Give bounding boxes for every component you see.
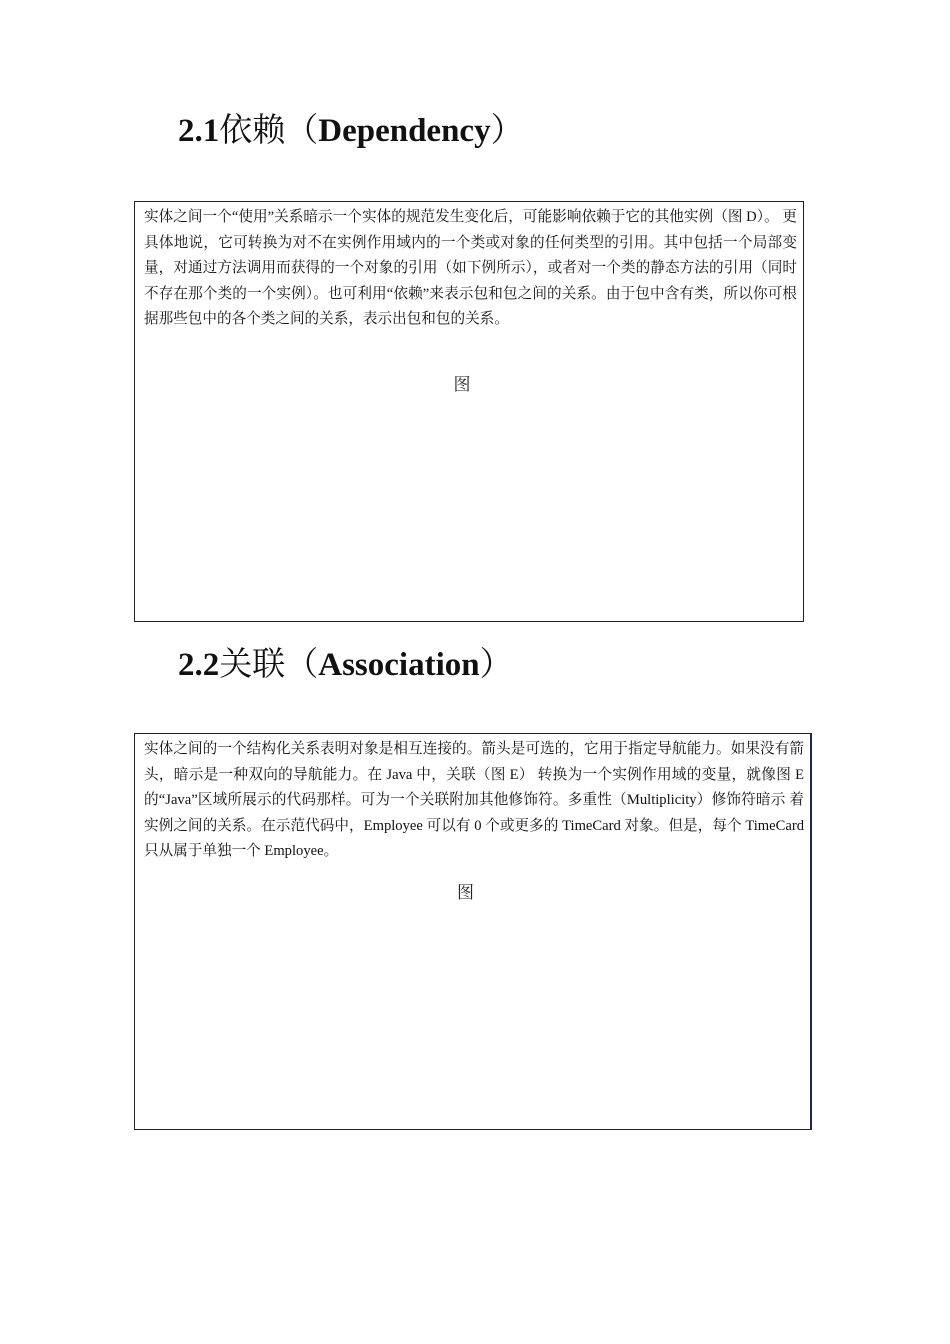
heading-number: 2.2 bbox=[178, 647, 220, 683]
heading-english-title: Association bbox=[318, 647, 480, 683]
heading-number: 2.1 bbox=[178, 113, 220, 149]
association-figure-label: 图 bbox=[457, 883, 474, 903]
heading-chinese-title: 依赖（ bbox=[219, 110, 319, 149]
dependency-figure-label: 图 bbox=[453, 375, 471, 395]
heading-english-title: Dependency bbox=[318, 113, 491, 149]
section-heading-association bbox=[178, 644, 513, 685]
section-heading-dependency bbox=[178, 110, 524, 151]
heading-close-paren: ） bbox=[490, 110, 524, 149]
heading-chinese-title: 关联（ bbox=[219, 644, 319, 683]
dependency-description: 实体之间一个“使用”关系暗示一个实体的规范发生变化后，可能影响依赖于它的其他实例（图 D）。 更具体地说，它可转换为对不在实例作用域内的一个类或对象的任何类型的引用。其中包括一个局部变量，对通过方法调用而获得的一个对象的引用（如下例所示），或者对一个类的静态方法的引用（同时不存在那个类的一个实例）。也可利用“依赖”来表示包和包之间的关系。由于包中含有类，所以你可根据那些包中的各个类之间的关系，表示出包和包的关系。 bbox=[144, 209, 797, 327]
association-text-box bbox=[134, 733, 812, 1130]
association-description: 实体之间的一个结构化关系表明对象是相互连接的。箭头是可选的，它用于指定导航能力。如果没有箭头，暗示是一种双向的导航能力。在 Java 中，关联（图 E） 转换为一个实例作用域的变量，就像图 E 的“Java”区域所展示的代码那样。可为一个关联附加其他修饰符。多重性（Multiplicity）修饰符暗示 着实例之间的关系。在示范代码中，Employee 可以有 0 个或更多的 TimeCard 对象。但是，每个 TimeCard 只从属于单独一个 Employee。 bbox=[144, 741, 804, 859]
heading-close-paren: ） bbox=[479, 644, 513, 683]
dependency-text-box bbox=[134, 201, 804, 622]
